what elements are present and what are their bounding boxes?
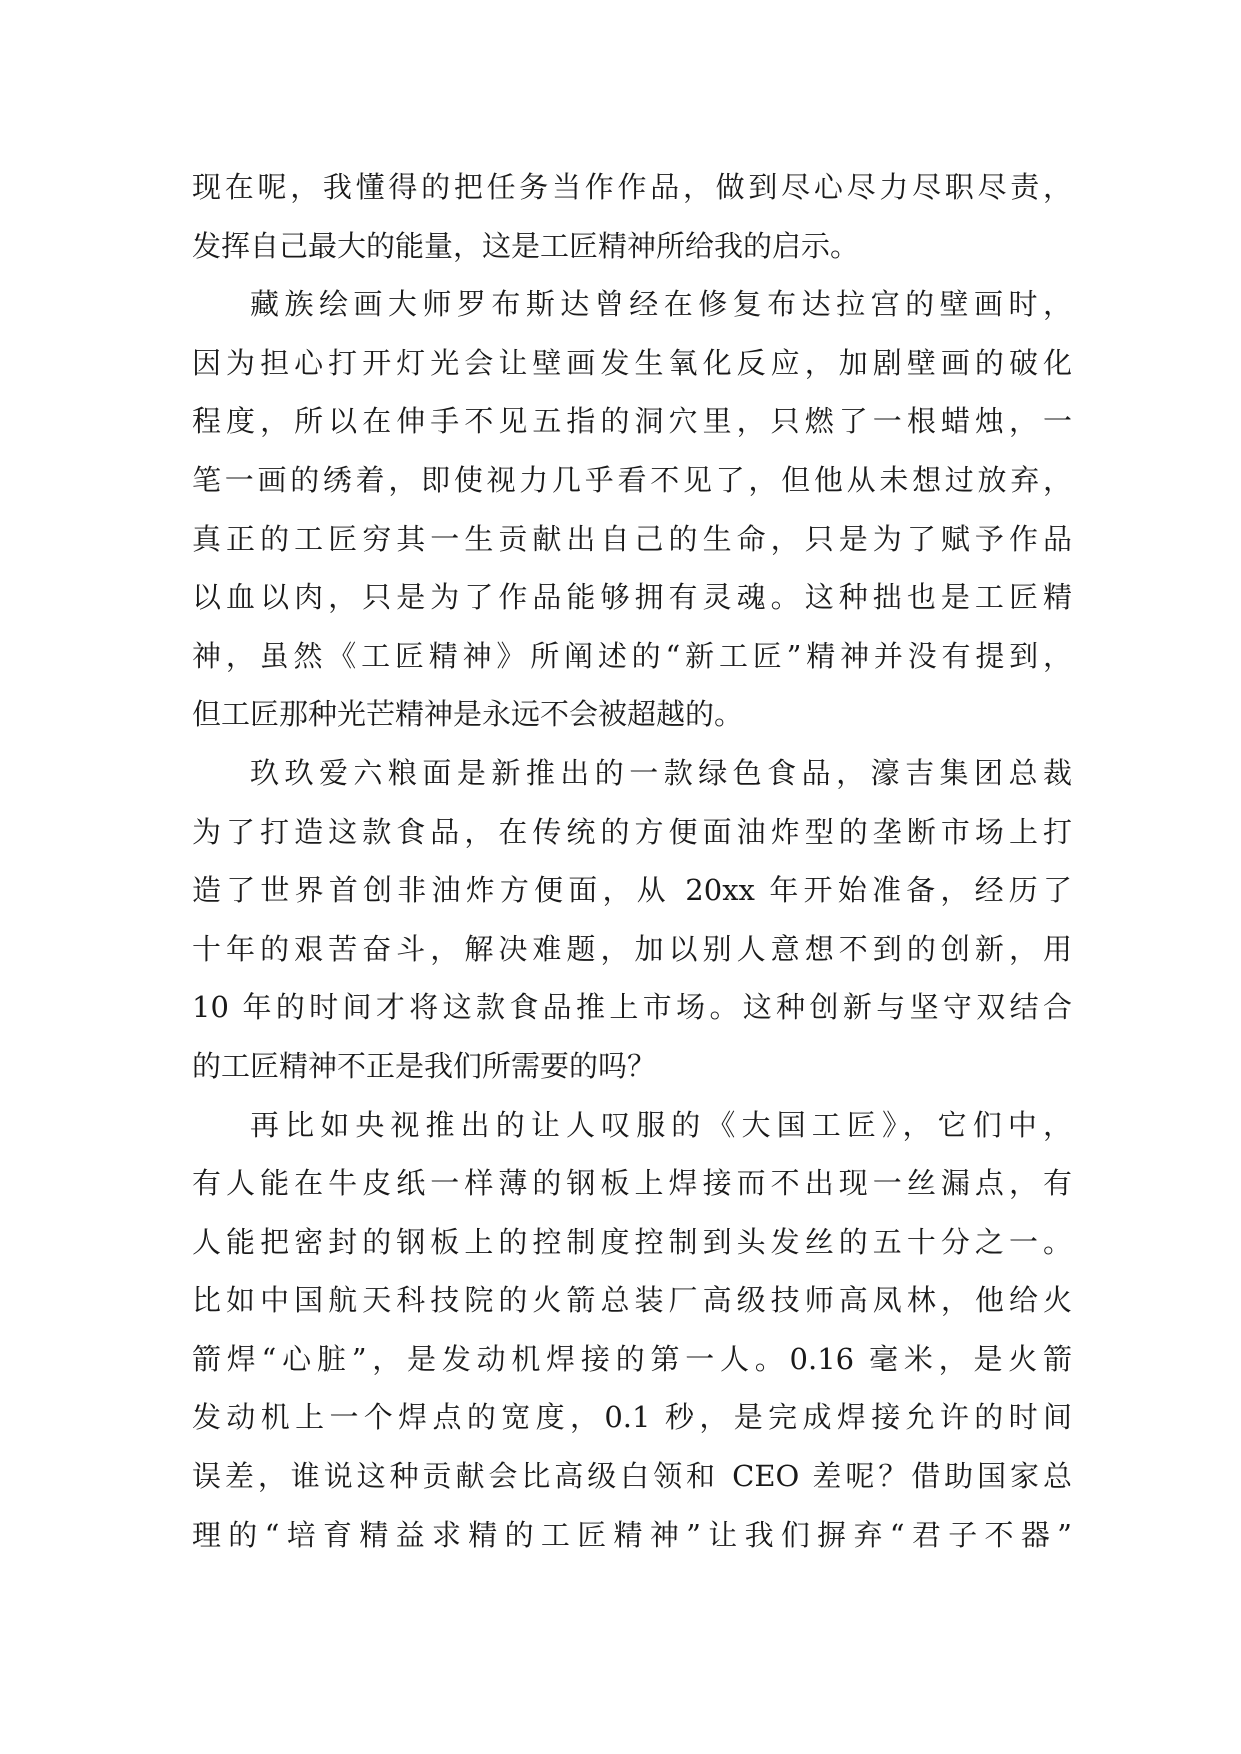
- paragraph-3-line-6: 的工匠精神不正是我们所需要的吗？: [192, 1048, 657, 1083]
- paragraph-4-line-5: 箭焊“心脏”，是发动机焊接的第一人。0.16 毫米，是火箭: [192, 1341, 1072, 1376]
- paragraph-4-line-6: 发动机上一个焊点的宽度，0.1 秒，是完成焊接允许的时间: [192, 1400, 1072, 1435]
- paragraph-2-line-4: 笔一画的绣着，即使视力几乎看不见了，但他从未想过放弃，: [192, 462, 1072, 497]
- document-body: [192, 158, 1072, 1564]
- paragraph-4-line-7: 误差，谁说这种贡献会比高级白领和 CEO 差呢？借助国家总: [192, 1459, 1072, 1494]
- paragraph-2-line-1: 藏族绘画大师罗布斯达曾经在修复布达拉宫的壁画时，: [250, 287, 1072, 322]
- paragraph-3-line-1: 玖玖爱六粮面是新推出的一款绿色食品，濠吉集团总裁: [250, 755, 1072, 790]
- paragraph-4-line-2: 有人能在牛皮纸一样薄的钢板上焊接而不出现一丝漏点，有: [192, 1166, 1072, 1201]
- paragraph-2-line-7: 神，虽然《工匠精神》所阐述的“新工匠”精神并没有提到，: [192, 638, 1072, 673]
- paragraph-2-line-3: 程度，所以在伸手不见五指的洞穴里，只燃了一根蜡烛，一: [192, 404, 1072, 439]
- paragraph-1-line-1: 现在呢，我懂得的把任务当作作品，做到尽心尽力尽职尽责，: [192, 170, 1072, 204]
- paragraph-1-line-2: 发挥自己最大的能量，这是工匠精神所给我的启示。: [192, 228, 860, 263]
- paragraph-2-line-8: 但工匠那种光芒精神是永远不会被超越的。: [192, 697, 744, 732]
- paragraph-3-line-3: 造了世界首创非油炸方便面，从 20xx 年开始准备，经历了: [192, 873, 1072, 908]
- paragraph-4-line-8: 理的“培育精益求精的工匠精神”让我们摒弃“君子不器”: [192, 1517, 1072, 1552]
- paragraph-3-line-2: 为了打造这款食品，在传统的方便面油炸型的垄断市场上打: [192, 814, 1072, 849]
- paragraph-4-line-1: 再比如央视推出的让人叹服的《大国工匠》，它们中，: [250, 1107, 1072, 1142]
- paragraph-3-line-5: 10 年的时间才将这款食品推上市场。这种创新与坚守双结合: [192, 990, 1072, 1025]
- paragraph-2-line-2: 因为担心打开灯光会让壁画发生氧化反应，加剧壁画的破化: [192, 345, 1072, 380]
- paragraph-2-line-6: 以血以肉，只是为了作品能够拥有灵魂。这种拙也是工匠精: [192, 580, 1072, 615]
- paragraph-2-line-5: 真正的工匠穷其一生贡献出自己的生命，只是为了赋予作品: [192, 521, 1072, 556]
- paragraph-4-line-3: 人能把密封的钢板上的控制度控制到头发丝的五十分之一。: [192, 1224, 1072, 1259]
- paragraph-3-line-4: 十年的艰苦奋斗，解决难题，加以别人意想不到的创新，用: [192, 931, 1072, 966]
- paragraph-4-line-4: 比如中国航天科技院的火箭总装厂高级技师高凤林，他给火: [192, 1283, 1072, 1318]
